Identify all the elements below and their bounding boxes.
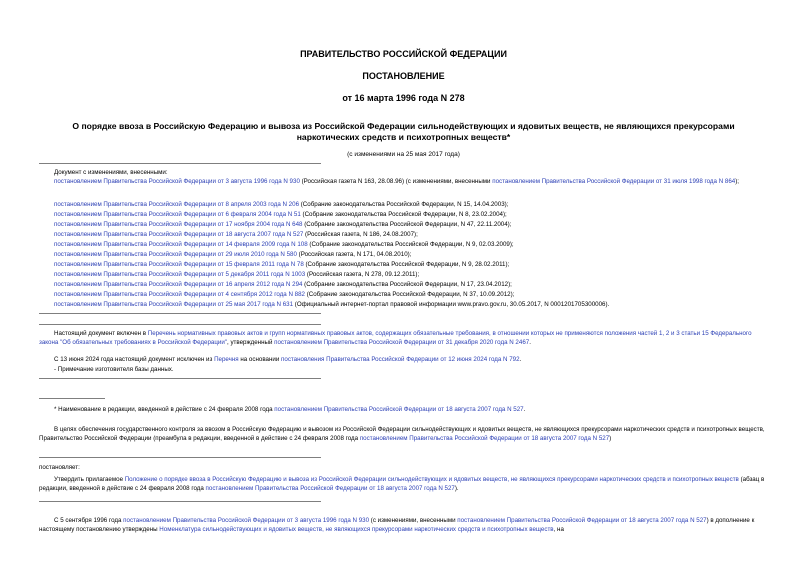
federal-law-link[interactable]: и 3 статьи 15 Федерального закона "Об обязательных требованиях в Российской Федерации" [39, 330, 752, 347]
preamble-text: ) [609, 435, 612, 443]
change-link[interactable]: постановлением Правительства Российской Федерации от 4 сентября 2012 года N 882 [54, 291, 305, 298]
change-link-nested[interactable]: постановлением Правительства Российской Федерации от [492, 178, 663, 185]
footnote-separator [39, 398, 105, 399]
date-number-heading: от 16 марта 1996 года N 278 [342, 93, 465, 103]
change-link[interactable]: постановлением Правительства Российской Федерации от 16 апреля 2012 года N 294 [54, 281, 303, 288]
approval-paragraph [39, 475, 774, 493]
change-source: (Собрание законодательства Российской Федерации, N 9, 28.02.2011); [303, 261, 510, 268]
separator-line [39, 313, 321, 314]
list-item [54, 200, 508, 209]
amendment-link[interactable]: постановлением Правительства Российской Федерации от 18 августа 2007 года N 527 [205, 485, 455, 493]
list-item [54, 220, 511, 229]
preamble-link[interactable]: постановлением Правительства Российской Федерации от 18 августа 2007 года N 527 [359, 435, 610, 443]
change-link[interactable]: постановлением Правительства Российской Федерации от 8 апреля 2003 года N 206 [54, 201, 300, 208]
change-source: (Российская газета N 163, 28.08.96) (с изменениями, внесенными [299, 178, 493, 185]
nomenclature-text: , на [553, 526, 564, 534]
list-item [54, 250, 411, 259]
note-text: . [519, 356, 522, 363]
preamble-paragraph [39, 425, 774, 443]
change-source: (Собрание законодательства Российской Федерации, N 37, 10.09.2012); [304, 291, 515, 298]
nomenclature-link[interactable]: Номенклатура сильнодействующих и ядовитых веществ, не являющихся прекурсорами наркотических средств и психотропных веществ [159, 526, 554, 534]
change-source: (Официальный интернет-портал правовой информации www.pravo.gov.ru, 30.05.2017, N 0001201705300006). [293, 301, 610, 308]
change-link[interactable]: постановлением Правительства Российской Федерации от 29 июля 2010 года N 580 [54, 251, 297, 258]
note-text: , утвержденный [227, 339, 275, 347]
approval-text: ). [454, 485, 459, 493]
change-link[interactable]: постановлением Правительства Российской Федерации от 15 февраля 2011 года N 78 [54, 261, 304, 268]
footnote-link[interactable]: постановлением Правительства Российской Федерации от 18 августа 2007 года N 527 [274, 406, 524, 413]
separator-line [39, 501, 321, 502]
note-text: Настоящий документ включен в [54, 330, 148, 337]
approval-text: Утвердить прилагаемое [54, 476, 125, 483]
separator-line [39, 457, 321, 458]
footnote-text: . [523, 406, 526, 413]
list-item [54, 270, 419, 279]
list-item [54, 280, 512, 289]
change-link[interactable]: постановлением Правительства Российской Федерации от 14 февраля 2009 года N 108 [54, 241, 308, 248]
list-item [54, 300, 609, 309]
nomenclature-text: (с изменениями, внесенными [369, 517, 458, 524]
register-note [39, 329, 771, 347]
change-link-first[interactable]: постановлением Правительства Российской Федерации от 3 августа 1996 года N 930 [54, 178, 300, 185]
database-note: - Примечание изготовителя базы данных. [54, 366, 174, 373]
note-text: на основании [238, 356, 282, 363]
resolves-label: постановляет: [39, 464, 80, 471]
separator-line [39, 163, 321, 164]
list-item [54, 260, 509, 269]
footnote [54, 405, 525, 414]
change-source: (Российская газета, N 278, 09.12.2011); [305, 271, 420, 278]
changes-intro: Документ с изменениями, внесенными: [54, 169, 168, 176]
exclusion-note [54, 355, 521, 364]
change-source: (Собрание законодательства Российской Федерации, N 9, 02.03.2009); [307, 241, 514, 248]
resolution-930-link[interactable]: постановлением Правительства Российской Федерации от 3 августа 1996 года N 930 [123, 517, 370, 524]
document-title-line1: О порядке ввоза в Российскую Федерацию и вывоза из Российской Федерации сильнодействующих и ядовитых веществ, не являющихся прекурсорами [72, 121, 735, 131]
list-link[interactable]: Перечня [214, 356, 239, 363]
change-source: (Собрание законодательства Российской Федерации, N 8, 23.02.2004); [300, 211, 507, 218]
resolution-link[interactable]: постановлением Правительства Российской Федерации от 31 декабря 2020 года N 2467 [274, 339, 530, 347]
separator-line [39, 378, 321, 379]
regulation-link[interactable]: Положение о порядке ввоза в Российскую Федерацию и вывоза из Российской Федерации сильнодействующих и ядовитых веществ, не являющихся прекурсорами наркотических средств и психотропных веществ [124, 476, 739, 483]
resolution-link[interactable]: постановления Правительства Российской Федерации от 12 июня 2024 года N 792 [281, 356, 520, 363]
change-link[interactable]: постановлением Правительства Российской Федерации от 25 мая 2017 года N 631 [54, 301, 294, 308]
footnote-text: * Наименование в редакции, введенной в действие с 24 февраля 2008 года [54, 406, 275, 413]
note-text: . [529, 339, 531, 347]
list-item [54, 210, 507, 219]
preamble-text: В целях обеспечения государственного контроля за ввозом в Российскую Федерацию и вывозом из Российской Федерации сильнодействующих и ядовитых веществ, не являющихся прекурсорами наркотических средств и психотропных веществ, Правительство Российской Федерации (преамбула в редакции, введенной в действие с 24 февраля 2008 года [39, 426, 765, 443]
change-tail: ); [735, 178, 739, 185]
list-item [54, 240, 514, 249]
change-source: (Собрание законодательства Российской Федерации, N 17, 23.04.2012); [302, 281, 512, 288]
register-list-link[interactable]: Перечень нормативных правовых актов и групп нормативных правовых актов, содержащих обязательные требования, в отношении которых не применяются положения частей 1, 2 [147, 330, 670, 337]
change-link-nested-date[interactable]: 31 июля 1998 года N 864 [663, 178, 736, 185]
note-text: С 13 июня 2024 года настоящий документ исключен из [54, 356, 215, 363]
change-source: (Собрание законодательства Российской Федерации, N 15, 14.04.2003); [299, 201, 509, 208]
document-title-line2: наркотических средств и психотропных веществ* [296, 132, 511, 142]
change-source: (Российская газета, N 186, 24.08.2007); [303, 231, 418, 238]
change-source: (Российская газета, N 171, 04.08.2010); [296, 251, 412, 258]
nomenclature-text: ) в дополнение к настоящему постановлению утверждены [39, 517, 755, 534]
change-link[interactable]: постановлением Правительства Российской Федерации от 18 августа 2007 года N 527 [54, 231, 304, 238]
separator-line [39, 324, 321, 325]
list-item [54, 230, 418, 239]
resolution-527-link[interactable]: постановлением Правительства Российской Федерации от 18 августа 2007 года N 527 [457, 517, 707, 524]
nomenclature-paragraph [39, 516, 774, 534]
change-source: (Собрание законодательства Российской Федерации, N 47, 22.11.2004); [302, 221, 512, 228]
change-item-first [39, 177, 771, 186]
change-link[interactable]: постановлением Правительства Российской Федерации от 6 февраля 2004 года N 51 [54, 211, 301, 218]
change-link[interactable]: постановлением Правительства Российской Федерации от 17 ноября 2004 года N 648 [54, 221, 303, 228]
approval-text: (абзац в редакции, введенной в действие с 24 февраля 2008 года [39, 476, 765, 493]
change-link[interactable]: постановлением Правительства Российской Федерации от 5 декабря 2011 года N 1003 [54, 271, 306, 278]
doctype-heading: ПОСТАНОВЛЕНИЕ [362, 71, 445, 81]
nomenclature-text: С 5 сентября 1996 года [54, 517, 124, 524]
government-heading: ПРАВИТЕЛЬСТВО РОССИЙСКОЙ ФЕДЕРАЦИИ [300, 49, 507, 59]
revision-note: (с изменениями на 25 мая 2017 года) [347, 151, 460, 158]
list-item [54, 290, 514, 299]
